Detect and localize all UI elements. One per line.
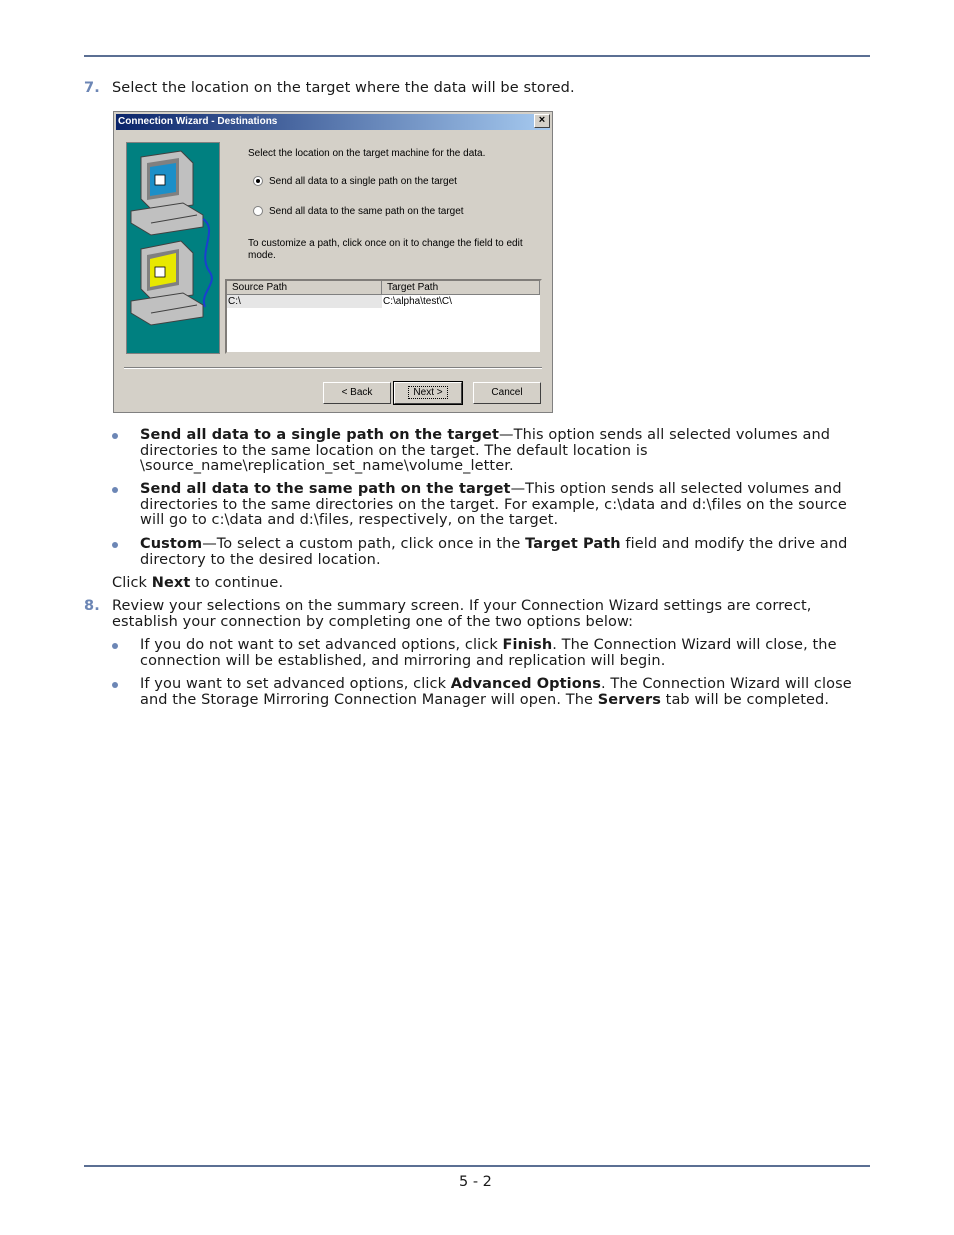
path-grid[interactable] (225, 279, 542, 354)
bullet-text: . The Connection Wizard will close, the connection will be established, and mirroring and replication will begin. (140, 637, 837, 669)
option-single-path-label[interactable]: Send all data to a single path on the target (269, 176, 457, 187)
step-number: 8. (84, 598, 100, 614)
instruction-label: Select the location on the target machine for the data. (248, 148, 486, 159)
bullet-icon (112, 682, 118, 688)
list-item (112, 482, 872, 529)
page-number: 5 - 2 (459, 1174, 492, 1190)
bullet-title: Custom (140, 536, 203, 552)
bullet-text: If you want to set advanced options, click (140, 676, 451, 692)
bullet-text: —To select a custom path, click once in the (202, 536, 526, 552)
dialog-separator (124, 367, 542, 369)
bullet-icon (112, 487, 118, 493)
bullet-text: field and modify the drive and directory to the desired location. (140, 536, 848, 568)
list-item (112, 537, 872, 568)
bullet-bold-term: Finish (502, 637, 553, 653)
list-item (112, 638, 872, 669)
option-same-path-label[interactable]: Send all data to the same path on the target (269, 206, 464, 217)
source-path-cell[interactable]: C:\ (227, 295, 382, 308)
bullet-text: If you do not want to set advanced options, click (140, 637, 503, 653)
cancel-button[interactable]: Cancel (473, 382, 541, 404)
list-item (112, 428, 872, 475)
bullet-icon (112, 542, 118, 548)
step-text: Select the location on the target where the data will be stored. (112, 80, 575, 96)
target-path-cell[interactable]: C:\alpha\test\C\ (383, 296, 452, 307)
step-number: 7. (84, 80, 100, 96)
bullet-text: —This option sends all selected volumes and directories to the same directories on the target. For example, c:\data and d:\files on the source will go to c:\data and d:\files, respectively, on the target. (140, 481, 847, 528)
wizard-illustration (126, 142, 220, 354)
next-button-label: Next > (408, 386, 447, 399)
click-next-line (112, 576, 283, 592)
column-header-target[interactable]: Target Path (382, 281, 540, 295)
customize-label: To customize a path, click once on it to change the field to edit mode. (248, 238, 523, 261)
bullet-text: . The Connection Wizard will close and the Storage Mirroring Connection Manager will open. The (140, 676, 852, 708)
next-button[interactable] (394, 382, 462, 404)
column-header-source[interactable]: Source Path (227, 281, 382, 295)
bullet-bold-term: Target Path (525, 536, 621, 552)
list-item (112, 677, 872, 708)
dialog-title: Connection Wizard - Destinations (116, 114, 550, 130)
click-next-post: to continue. (190, 575, 284, 591)
bullet-icon (112, 643, 118, 649)
radio-same-path[interactable] (253, 206, 263, 216)
computers-icon (127, 143, 219, 353)
bullet-text: tab will be completed. (660, 691, 830, 708)
footer-rule (84, 1165, 870, 1167)
step-text: Review your selections on the summary screen. If your Connection Wizard settings are correct, establish your connection by completing one of the two options below: (112, 598, 812, 630)
step-8 (84, 599, 874, 630)
click-next-pre: Click (112, 575, 152, 591)
bullet-title: Send all data to the same path on the target (140, 481, 511, 497)
click-next-bold: Next (151, 575, 191, 591)
bullet-bold-term: Servers (597, 691, 661, 708)
close-button[interactable]: × (534, 114, 550, 128)
step-7 (84, 81, 874, 97)
radio-single-path[interactable] (253, 176, 263, 186)
bullet-bold-term: Advanced Options (450, 676, 601, 692)
header-rule (84, 55, 870, 57)
connection-wizard-dialog (113, 111, 553, 413)
bullet-title: Send all data to a single path on the target (140, 427, 500, 443)
bullet-icon (112, 433, 118, 439)
back-button[interactable]: < Back (323, 382, 391, 404)
bullet-text: —This option sends all selected volumes and directories to the same location on the target. The default location is \source_name\replication_set_name\volume_letter. (140, 427, 831, 474)
